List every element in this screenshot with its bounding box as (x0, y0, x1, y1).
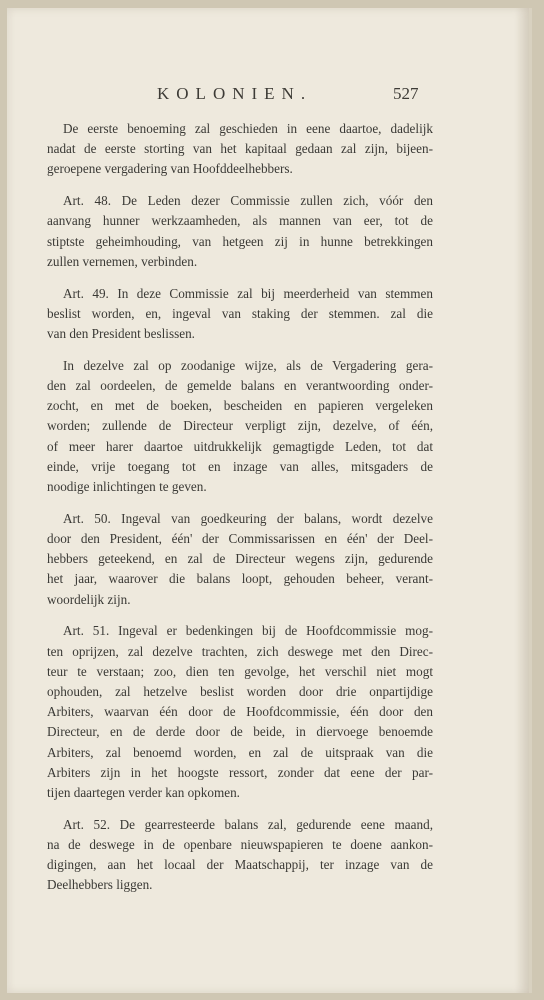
text-line: na de deswege in de openbare nieuwspapieren te doene aankon- (47, 837, 433, 853)
paragraph (47, 191, 433, 272)
text-line: tijen daartegen verder kan opkomen. (47, 785, 240, 801)
text-line: Art. 51. Ingeval er bedenkingen bij de Hoofdcommissie mog- (63, 623, 433, 639)
paragraph (47, 356, 433, 497)
text-line: digingen, aan het locaal der Maatschappij, ter inzage van de (47, 857, 433, 873)
paragraph (47, 815, 433, 896)
text-line: door den President, één' der Commissarissen en één' der Deel- (47, 531, 433, 547)
text-line: In dezelve zal op zoodanige wijze, als de Vergadering gera- (63, 357, 433, 373)
text-line: Art. 48. De Leden dezer Commissie zullen zich, vóór den (63, 193, 433, 209)
text-line: nadat de eerste storting van het kapitaal gedaan zal zijn, bijeen- (47, 141, 433, 157)
text-line: zullen vernemen, verbinden. (47, 253, 198, 269)
text-line: den zal oordeelen, de gemelde balans en verantwoording onder- (47, 378, 433, 394)
book-page (7, 8, 532, 993)
text-line: geroepene vergadering van Hoofddeelhebbers. (47, 161, 293, 177)
text-line: noodige inlichtingen te geven. (47, 479, 207, 495)
paragraph (47, 621, 433, 803)
text-line: Art. 52. De gearresteerde balans zal, gedurende eene maand, (63, 816, 433, 832)
text-line: stiptste geheimhouding, van hetgeen zij in hunne betrekkingen (47, 233, 433, 249)
text-line: ophouden, zal hetzelve beslist worden door drie onpartijdige (47, 684, 433, 700)
text-line: van den President beslissen. (47, 326, 195, 342)
text-line: aanvang hunner werkzaamheden, als mannen van eer, tot de (47, 213, 433, 229)
paragraph (47, 119, 433, 180)
text-line: Directeur, en de derde door de beide, in diervoege benoemde (47, 724, 433, 740)
text-line: Art. 50. Ingeval van goedkeuring der balans, wordt dezelve (63, 510, 433, 526)
body-text (47, 119, 433, 907)
text-line: woordelijk zijn. (47, 591, 131, 607)
text-line: Arbiters, waarvan één door de Hoofdcommissie, één door den (47, 704, 433, 720)
text-line: of meer harer daartoe uitdrukkelijk gemagtigde Leden, tot dat (47, 438, 433, 454)
text-line: ten oprijzen, zal dezelve trachten, zich deswege met den Direc- (47, 643, 433, 659)
running-title: KOLONIEN. (157, 84, 313, 103)
text-line: beslist worden, en, ingeval van staking der stemmen. zal die (47, 305, 433, 321)
text-line: zocht, en met de boeken, bescheiden en papieren vergeleken (47, 398, 433, 414)
paragraph (47, 284, 433, 345)
text-line: Arbiters zijn in het hoogste ressort, zonder dat eene der par- (47, 764, 433, 780)
text-line: Art. 49. In deze Commissie zal bij meerderheid van stemmen (63, 285, 433, 301)
text-line: worden; zullende de Directeur verpligt zijn, dezelve, of één, (47, 418, 433, 434)
text-line: het jaar, waarover die balans loopt, gehouden beheer, verant- (47, 571, 433, 587)
text-line: Arbiters, zal benoemd worden, en zal de uitspraak van die (47, 744, 433, 760)
text-line: De eerste benoeming zal geschieden in eene daartoe, dadelijk (63, 121, 433, 136)
running-head (7, 84, 529, 108)
text-line: hebbers geteekend, en zal de Directeur wegens zijn, gedurende (47, 551, 433, 567)
text-line: einde, vrije toegang tot en inzage van alles, mitsgaders de (47, 458, 433, 474)
page-number: 527 (393, 84, 419, 103)
text-line: Deelhebbers liggen. (47, 877, 153, 893)
page-edge-shadow (515, 8, 529, 993)
paragraph (47, 509, 433, 610)
text-line: teur te verstaan; zoo, dien ten gevolge, het verschil niet mogt (47, 663, 433, 679)
